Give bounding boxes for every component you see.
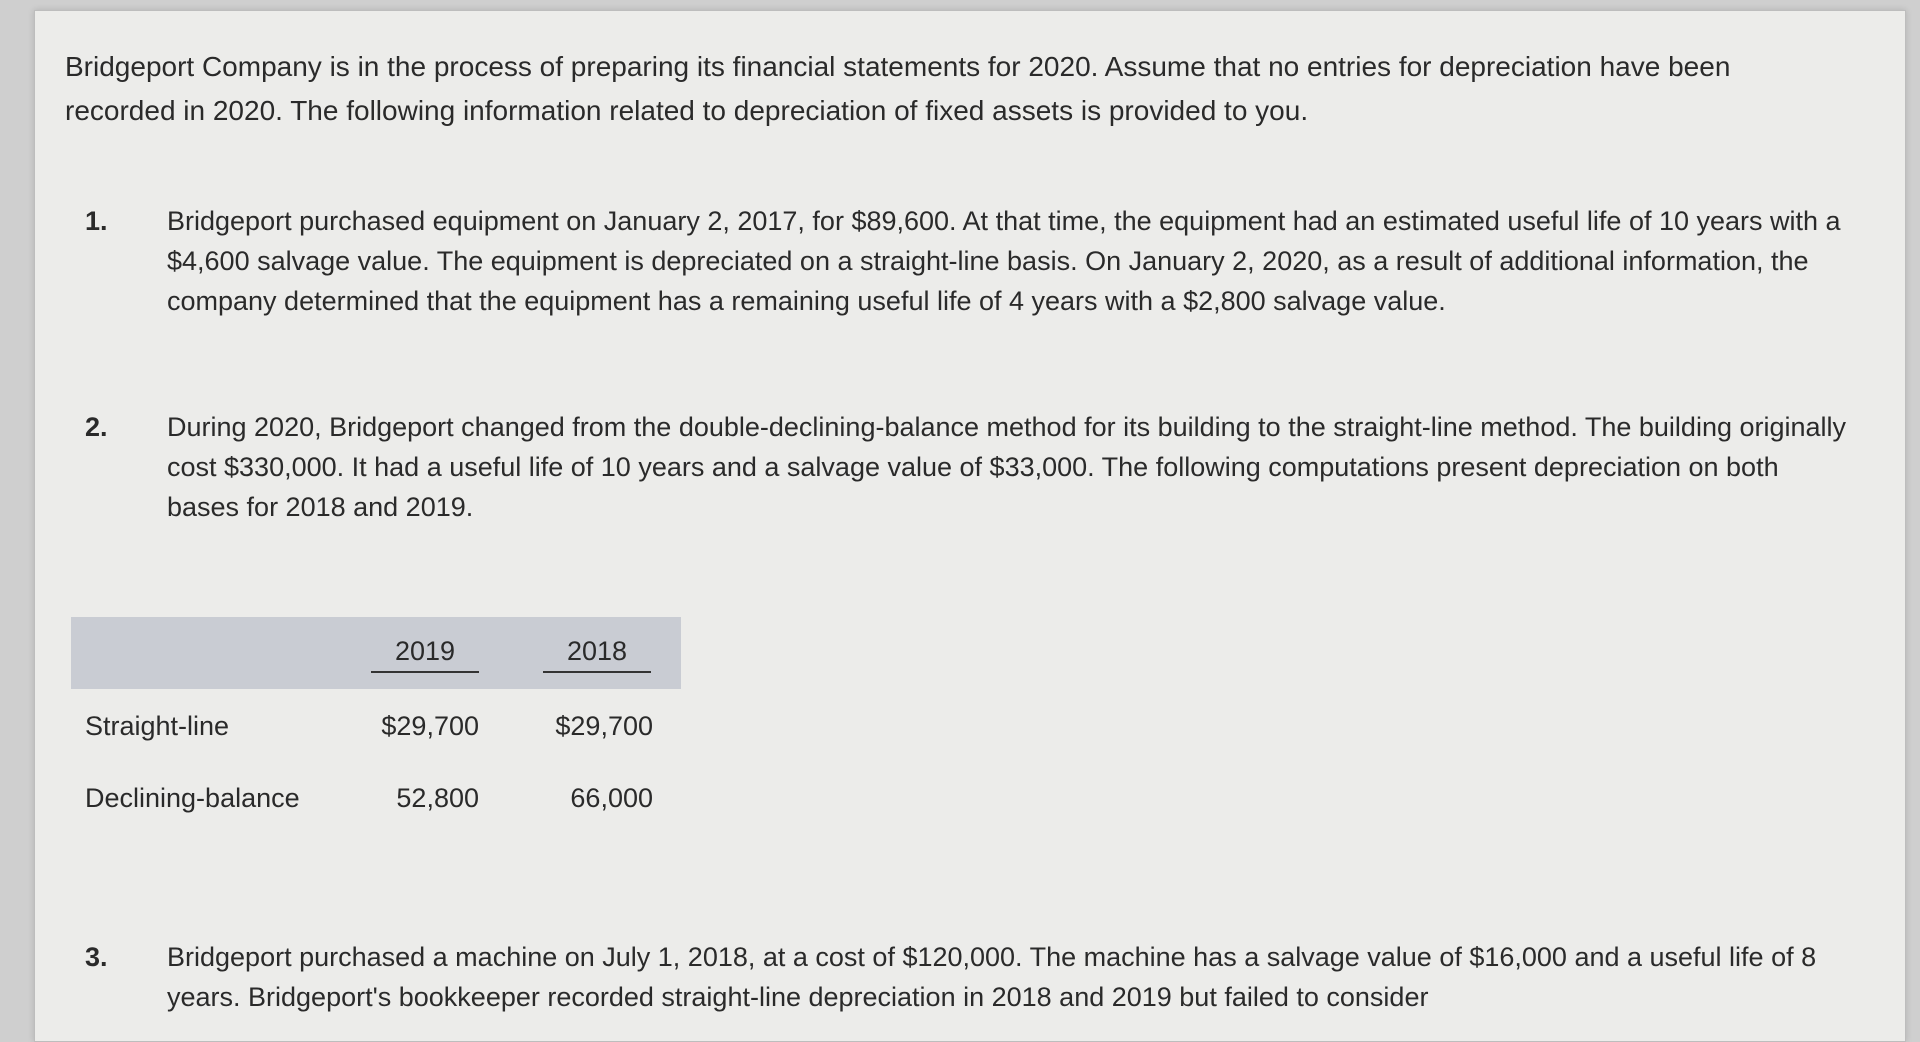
table-row-straight-line (71, 689, 681, 761)
column-header-2019: 2019 (371, 633, 479, 673)
row-label: Declining-balance (85, 783, 300, 813)
cell-2019: $29,700 (381, 711, 479, 741)
item-number: 2. (85, 412, 108, 442)
item-number: 1. (85, 206, 108, 236)
table-header (71, 617, 681, 689)
column-header-2018: 2018 (543, 633, 651, 673)
table-row-declining-balance (71, 761, 681, 833)
item-text: Bridgeport purchased equipment on January 2, 2017, for $89,600. At that time, the equipment had an estimated useful life of 10 years with a $4,600 salvage value. The equipment is depreciated on a straight-line basis. On January 2, 2020, as a result of additional information, the company determined that the equipment has a remaining useful life of 4 years with a $2,800 salvage value. (167, 206, 1841, 316)
row-label: Straight-line (85, 711, 230, 741)
cell-2019: 52,800 (396, 783, 479, 813)
cell-2018: $29,700 (555, 711, 653, 741)
depreciation-table (71, 617, 681, 833)
intro-paragraph: Bridgeport Company is in the process of preparing its financial statements for 2020. Assume that no entries for depreciation have been recorded in 2020. The following information related to depreciation of fixed assets is provided to you. (65, 51, 1731, 126)
item-text: During 2020, Bridgeport changed from the double-declining-balance method for its building to the straight-line method. The building originally cost $330,000. It had a useful life of 10 years and a salvage value of $33,000. The following computations present depreciation on both bases for 2018 and 2019. (167, 412, 1847, 522)
problem-page (34, 10, 1906, 1042)
cell-2018: 66,000 (570, 783, 653, 813)
item-number: 3. (85, 942, 108, 972)
item-text: Bridgeport purchased a machine on July 1, 2018, at a cost of $120,000. The machine has a salvage value of $16,000 and a useful life of 8 years. Bridgeport's bookkeeper recorded straight-line depreciation in 2018 and 2019 but failed to consider (167, 942, 1817, 1012)
